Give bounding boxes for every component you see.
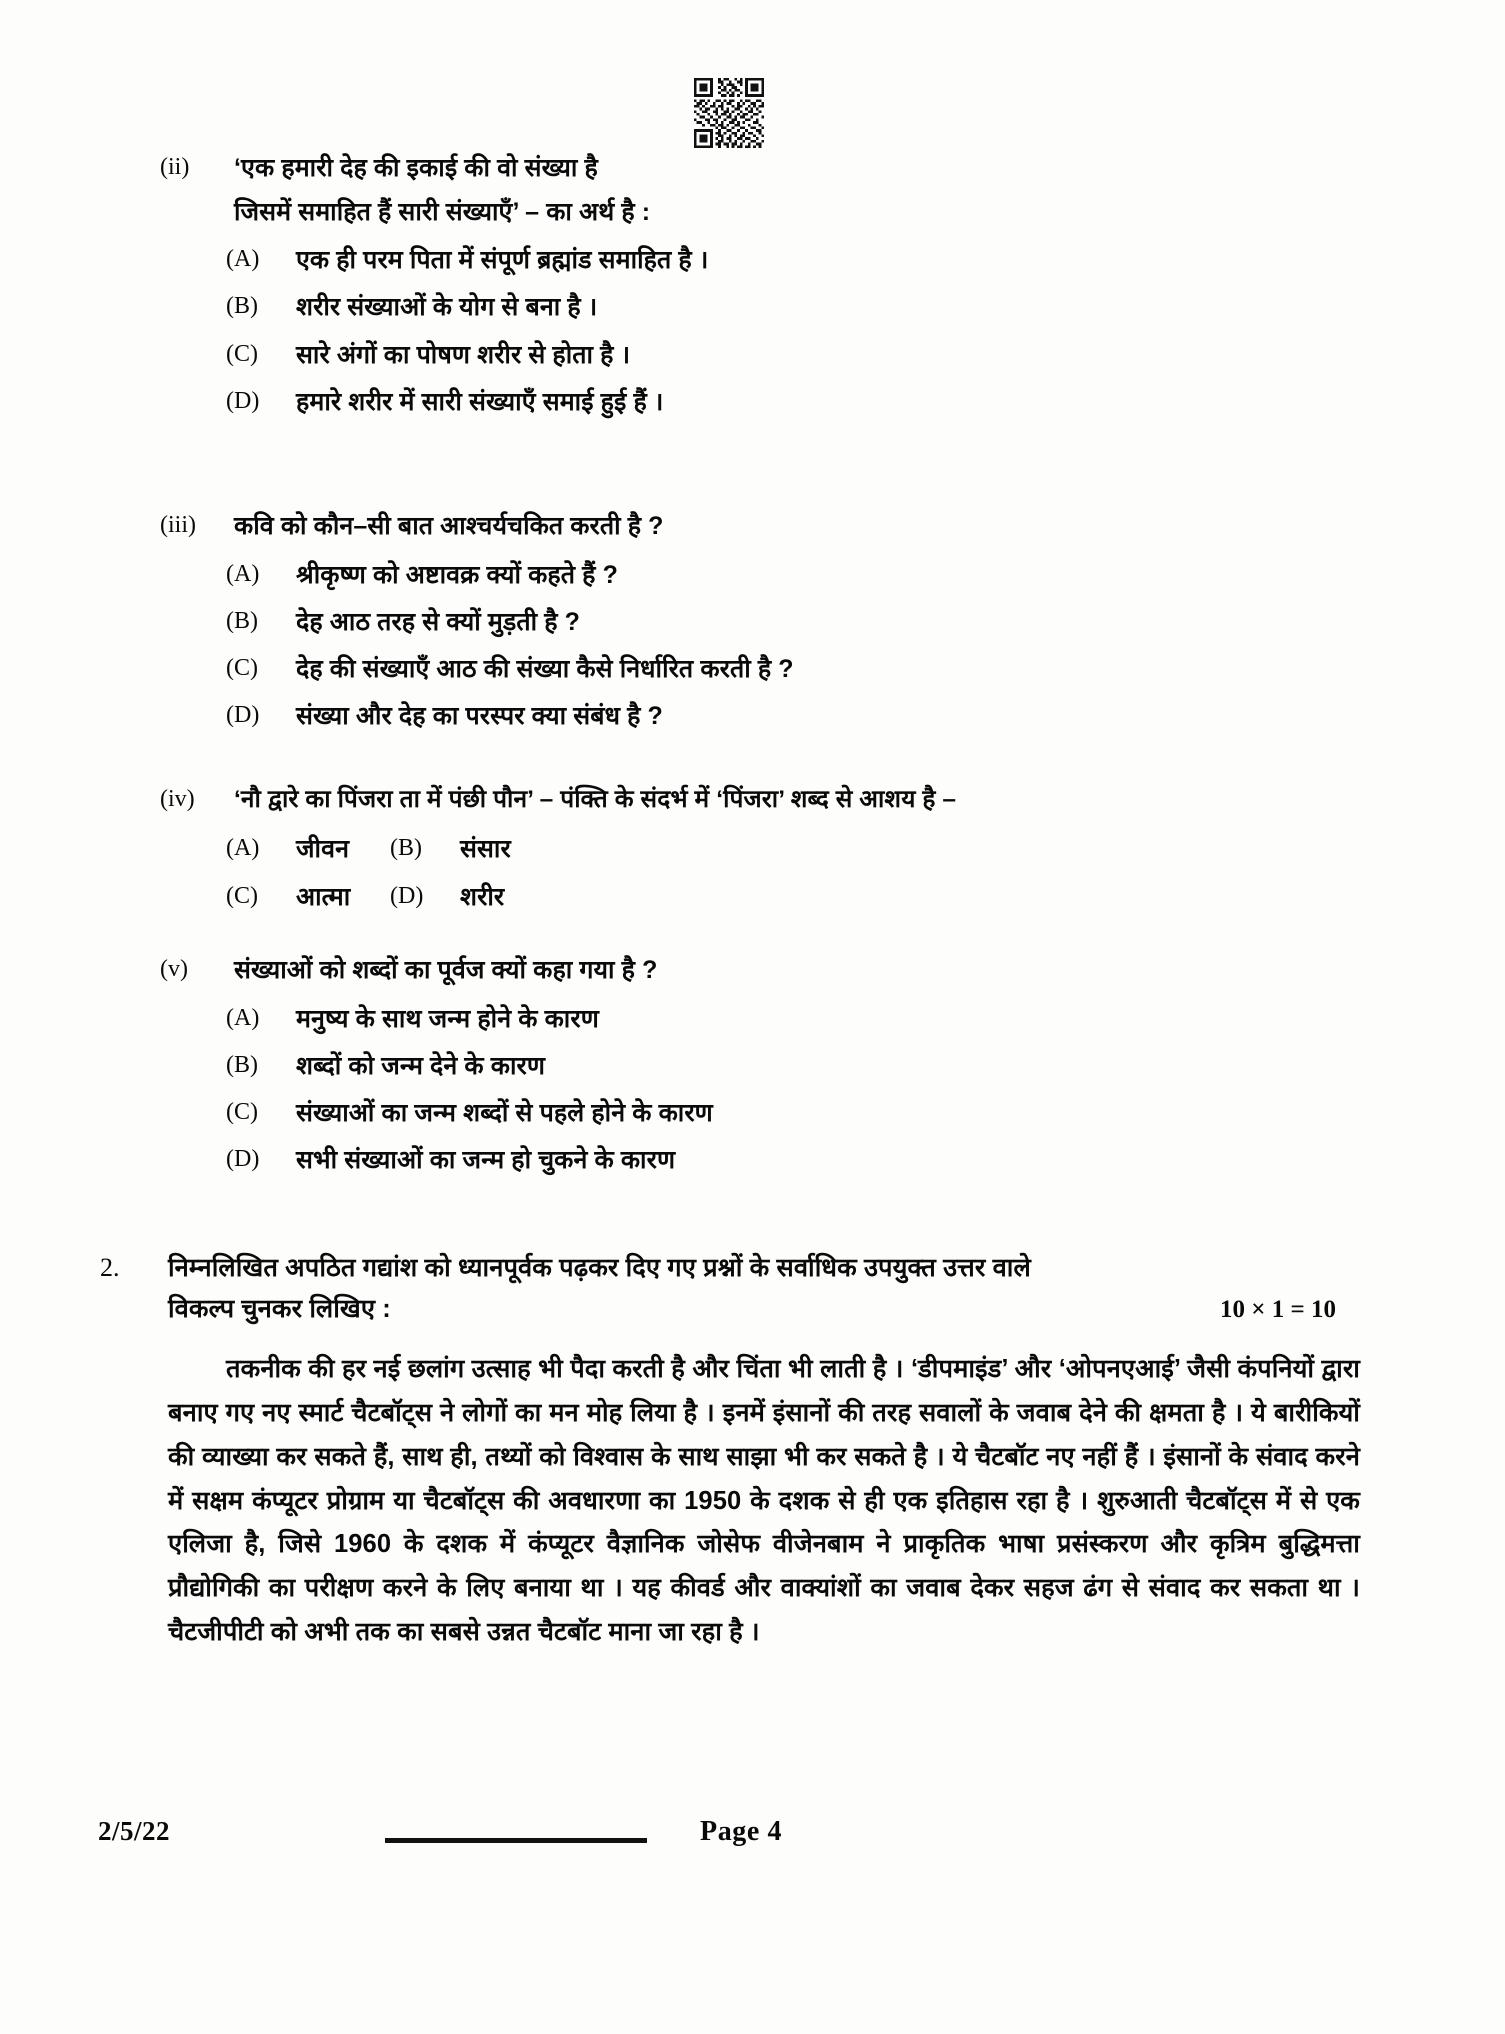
- option-text: श्रीकृष्ण को अष्टावक्र क्यों कहते हैं ?: [296, 560, 618, 589]
- option-row[interactable]: [0, 1142, 1505, 1178]
- option-label: (C): [226, 340, 258, 367]
- qr-code-icon: [690, 78, 768, 148]
- question-item-2: [0, 1248, 1505, 1331]
- question-text-iii: कवि को कौन–सी बात आश्चर्यचकित करती है ?: [234, 512, 664, 540]
- option-label: (B): [226, 293, 258, 320]
- option-row[interactable]: [0, 698, 1505, 734]
- option-text: देह की संख्याएँ आठ की संख्या कैसे निर्धारित करती है ?: [296, 655, 794, 683]
- option-row[interactable]: [0, 289, 1505, 325]
- question-item-iii: [0, 508, 1505, 735]
- option-label: (C): [226, 883, 258, 909]
- option-text: हमारे शरीर में सारी संख्याएँ समाई हुई हैं ।: [296, 387, 664, 416]
- question-number-ii: (ii): [160, 154, 190, 180]
- question-2-instruction-line1: निम्नलिखित अपठित गद्यांश को ध्यानपूर्वक पढ़कर दिए गए प्रश्नों के सर्वाधिक उपयुक्त उत्तर वाले: [168, 1254, 1031, 1282]
- page-footer: [0, 1816, 1505, 1860]
- question-2-marks: 10 × 1 = 10: [1220, 1296, 1336, 1324]
- option-row[interactable]: [0, 1048, 1505, 1084]
- option-row[interactable]: [0, 831, 390, 867]
- option-label: (A): [226, 834, 260, 861]
- option-text: सभी संख्याओं का जन्म हो चुकने के कारण: [296, 1146, 676, 1175]
- option-text: देह आठ तरह से क्यों मुड़ती है ?: [296, 607, 581, 636]
- question-text-iv: ‘नौ द्वारे का पिंजरा ता में पंछी पौन’ – पंक्ति के संदर्भ में ‘पिंजरा’ शब्द से आशय है –: [234, 786, 957, 813]
- option-label: (D): [226, 1146, 260, 1173]
- option-label: (A): [226, 246, 260, 272]
- option-label: (B): [390, 834, 422, 861]
- option-row[interactable]: [390, 879, 790, 915]
- option-label: (D): [226, 702, 260, 729]
- question-text-v: संख्याओं को शब्दों का पूर्वज क्यों कहा गया है ?: [234, 956, 658, 984]
- question-text-ii-line1: ‘एक हमारी देह की इकाई की वो संख्या है: [234, 154, 598, 182]
- question-number-v: (v): [160, 956, 188, 982]
- question-item-v: [0, 952, 1505, 1179]
- option-row[interactable]: [0, 651, 1505, 687]
- paper-code: 2/5/22: [98, 1816, 171, 1846]
- reading-passage: तकनीक की हर नई छलांग उत्साह भी पैदा करती है और चिंता भी लाती है । ‘डीपमाइंड’ और ‘ओपनएआई’ जैसी कंपनियों द्वारा बनाए गए नए स्मार्ट चैटबॉट्स ने लोगों का मन मोह लिया है । इनमें इंसानों की तरह सवालों के जवाब देने की क्षमता है । ये बारीकियों की व्याख्या कर सकते हैं, साथ ही, तथ्यों को विश्वास के साथ साझा भी कर सकते है । ये चैटबॉट नए नहीं हैं । इंसानों के संवाद करने में सक्षम कंप्यूटर प्रोग्राम या चैटबॉट्स की अवधारणा का 1950 के दशक से ही एक इतिहास रहा है । शुरुआती चैटबॉट्स में से एक एलिजा है, जिसे 1960 के दशक में कंप्यूटर वैज्ञानिक जोसेफ वीजेनबाम ने प्राकृतिक भाषा प्रसंस्करण और कृत्रिम बुद्धिमत्ता प्रौद्योगिकी का परीक्षण करने के लिए बनाया था । यह कीवर्ड और वाक्यांशों का जवाब देकर सहज ढंग से संवाद कर सकता था । चैटजीपीटी को अभी तक का सबसे उन्नत चैटबॉट माना जा रहा है ।: [168, 1355, 1360, 1647]
- option-label: (A): [226, 560, 260, 587]
- option-text: संख्या और देह का परस्पर क्या संबंध है ?: [296, 702, 663, 731]
- option-text: जीवन: [296, 834, 350, 863]
- question-item-iv: [0, 782, 1505, 915]
- footer-divider: [385, 1838, 647, 1843]
- question-2-instruction-line2: विकल्प चुनकर लिखिए :: [168, 1295, 391, 1324]
- option-row[interactable]: [0, 384, 1505, 420]
- option-text: शरीर: [460, 883, 505, 911]
- option-label: (B): [226, 1051, 258, 1078]
- option-text: संसार: [460, 834, 511, 863]
- question-number-iii: (iii): [160, 512, 196, 538]
- option-label: (C): [226, 655, 258, 681]
- option-text: शब्दों को जन्म देने के कारण: [296, 1051, 546, 1080]
- question-text-ii-line2: जिसमें समाहित हैं सारी संख्याएँ’ – का अर्थ है :: [234, 197, 651, 226]
- option-row[interactable]: [0, 1095, 1505, 1131]
- option-label: (C): [226, 1099, 258, 1125]
- option-label: (B): [226, 607, 258, 634]
- option-text: मनुष्य के साथ जन्म होने के कारण: [296, 1004, 599, 1033]
- option-text: शरीर संख्याओं के योग से बना है ।: [296, 293, 598, 322]
- question-number-iv: (iv): [160, 786, 195, 812]
- option-text: एक ही परम पिता में संपूर्ण ब्रह्मांड समाहित है ।: [296, 246, 709, 274]
- option-row[interactable]: [0, 1001, 1505, 1037]
- option-label: (D): [226, 387, 260, 414]
- option-label: (A): [226, 1004, 260, 1031]
- option-row[interactable]: [0, 337, 1505, 373]
- option-row[interactable]: [0, 557, 1505, 593]
- option-row[interactable]: [0, 604, 1505, 640]
- option-text: संख्याओं का जन्म शब्दों से पहले होने के कारण: [296, 1099, 713, 1127]
- page-number: Page 4: [700, 1816, 783, 1847]
- question-item-ii: [0, 150, 1505, 420]
- question-number-2: 2.: [100, 1253, 120, 1282]
- option-text: सारे अंगों का पोषण शरीर से होता है ।: [296, 340, 631, 369]
- option-label: (D): [390, 883, 424, 909]
- option-text: आत्मा: [296, 883, 351, 911]
- option-row[interactable]: [0, 242, 1505, 278]
- option-row[interactable]: [0, 879, 390, 915]
- option-row[interactable]: [390, 831, 790, 867]
